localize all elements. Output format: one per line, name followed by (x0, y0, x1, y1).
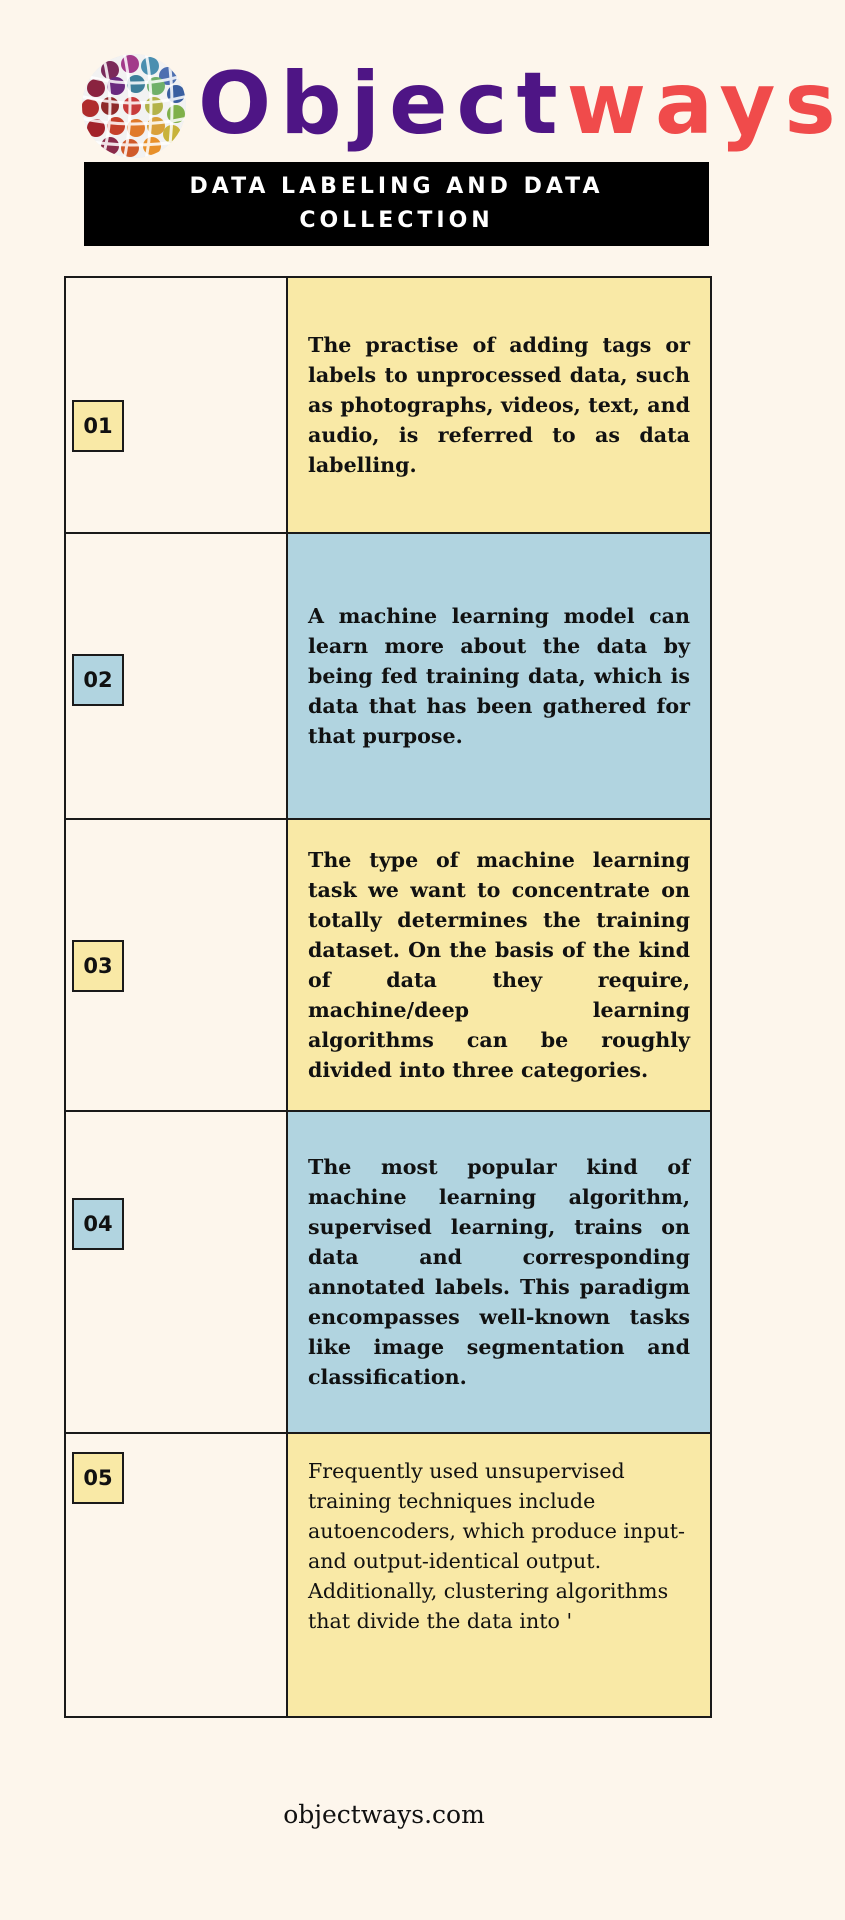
table-row (66, 278, 710, 532)
brand-name-part1: Object (198, 54, 567, 154)
row-number-badge: 03 (72, 940, 124, 992)
text-cell (286, 278, 710, 532)
row-number-badge: 01 (72, 400, 124, 452)
number-cell (66, 820, 286, 1110)
row-text: Frequently used unsupervised training techniques include autoencoders, which produce input- and output-identical output. Additionally, clustering algorithms that divide the data into ' (308, 1459, 685, 1633)
footer-url[interactable]: objectways.com (283, 1800, 485, 1829)
brand-wordmark (198, 54, 845, 154)
number-cell (66, 534, 286, 818)
row-number-badge: 05 (72, 1452, 124, 1504)
table-row (66, 1432, 710, 1716)
row-text: The most popular kind of machine learning algorithm, supervised learning, trains on data and corresponding annotated labels. This paradigm encompasses well-known tasks like image segmentation and classification. (308, 1155, 690, 1389)
brand-name-part2: ways (566, 54, 845, 154)
row-number-badge: 02 (72, 654, 124, 706)
row-text: A machine learning model can learn more about the data by being fed training data, which is data that has been gathered for that purpose. (308, 604, 690, 748)
table-row (66, 1110, 710, 1432)
text-cell (286, 820, 710, 1110)
text-cell (286, 534, 710, 818)
title-banner (84, 162, 709, 246)
row-text: The type of machine learning task we want to concentrate on totally determines the training dataset. On the basis of the kind of data they require, machine/deep learning algorithms can be roughly divided into three categories. (308, 848, 690, 1082)
row-text: The practise of adding tags or labels to unprocessed data, such as photographs, videos, text, and audio, is referred to as data labelling. (308, 333, 690, 477)
info-table (64, 276, 712, 1718)
globe-logo-icon (80, 52, 188, 160)
number-cell (66, 1434, 286, 1716)
banner-title: DATA LABELING AND DATA COLLECTION (189, 174, 604, 233)
table-row (66, 818, 710, 1110)
number-cell (66, 1112, 286, 1432)
table-row (66, 532, 710, 818)
text-cell (286, 1434, 710, 1716)
row-number-badge: 04 (72, 1198, 124, 1250)
brand-logo (80, 48, 845, 164)
text-cell (286, 1112, 710, 1432)
number-cell (66, 278, 286, 532)
